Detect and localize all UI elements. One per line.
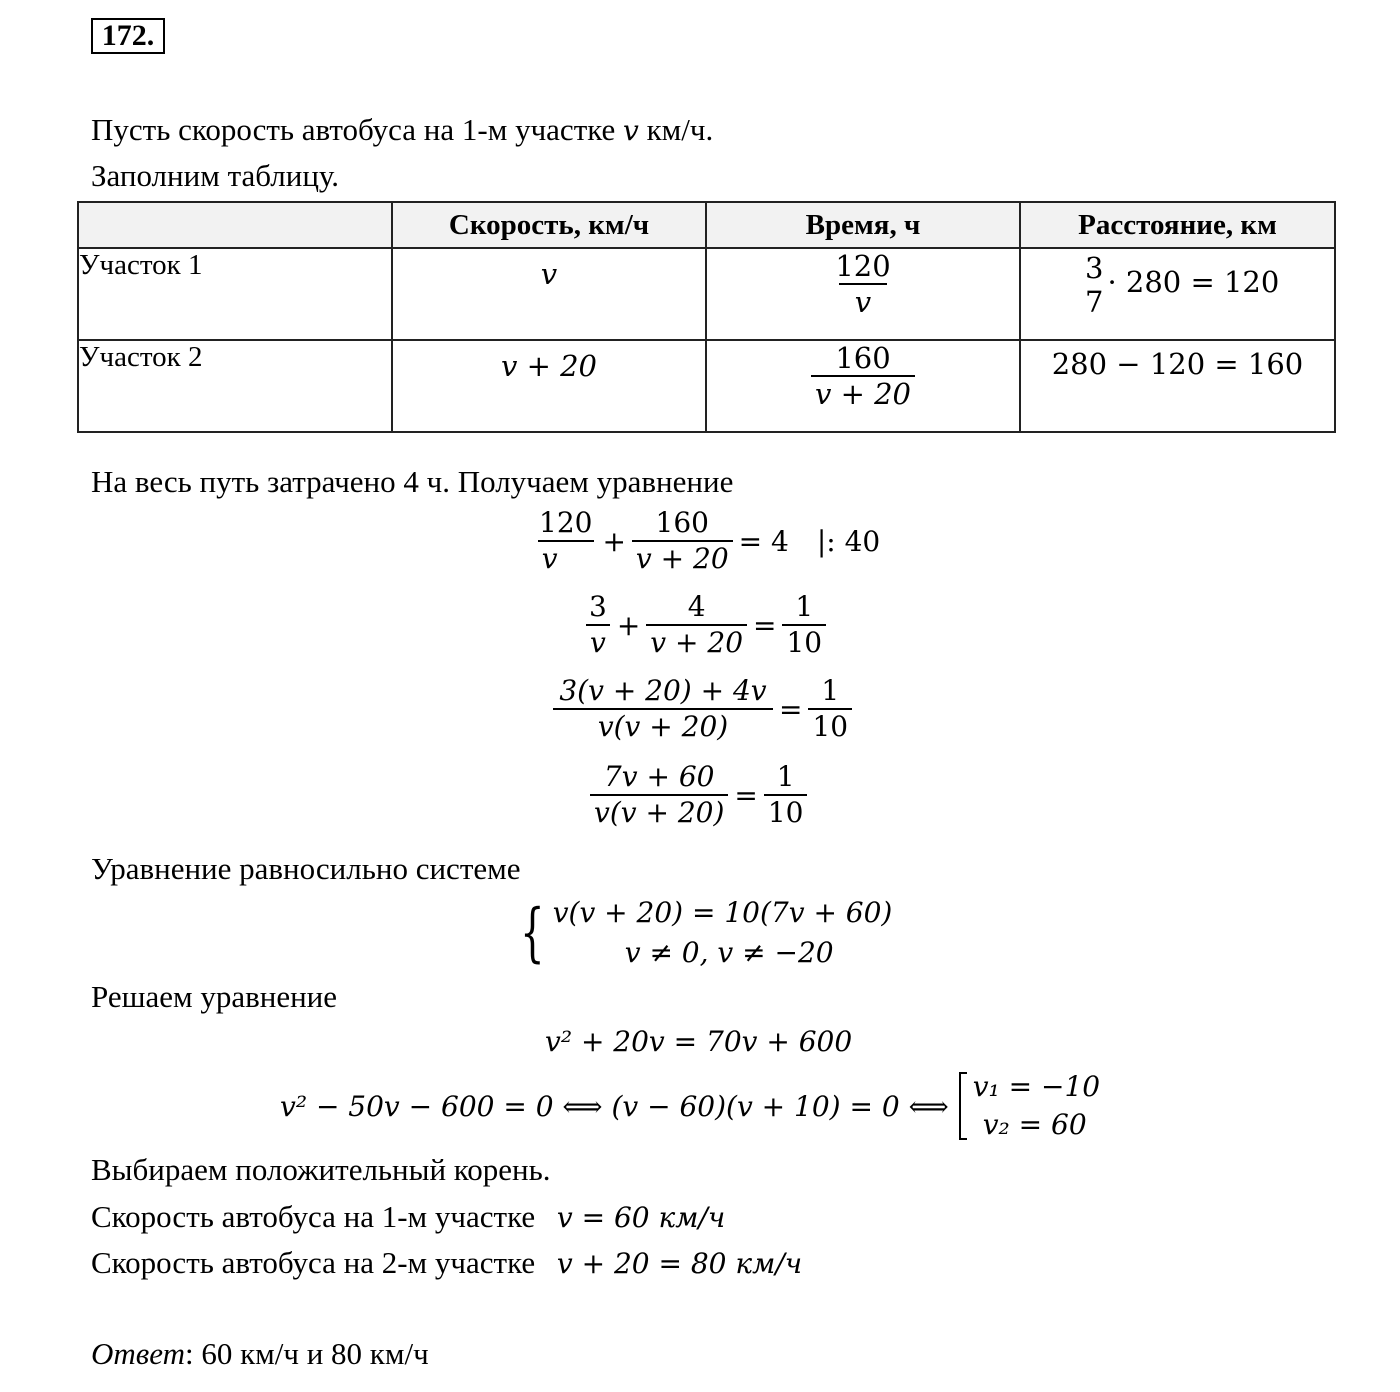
table-row [78, 340, 1335, 432]
dist-denominator: 7 [1085, 285, 1104, 319]
speed-1-text: Скорость автобуса на 1-м участке [91, 1199, 536, 1234]
intro-text: Пусть скорость автобуса на 1-м участке [91, 112, 616, 147]
speed-1-line [91, 1199, 725, 1236]
table-header-empty [78, 202, 392, 248]
equation-3: $\frac{3(v + 20) + 4v}{v(v + 20)}$ = $\frac{1}{10}$ [553, 674, 852, 744]
eq2-den-b: v + 20 [646, 624, 747, 660]
answer-text: : 60 км/ч и 80 км/ч [184, 1336, 429, 1371]
equation-2: $\frac{3}{v}$ + $\frac{4}{v + 20}$ = $\frac{1}{10}$ [585, 590, 826, 660]
eq1-den-a: v [538, 540, 594, 576]
table-header-time: Время, ч [706, 202, 1020, 248]
choose-text: Выбираем положительный корень. [91, 1152, 551, 1187]
quadratic-2-row [280, 1068, 1100, 1144]
row-time [706, 248, 1020, 340]
eq4-den-c: 10 [764, 794, 808, 830]
eq1-num-a: 120 [539, 506, 593, 539]
quadratic-1: v² + 20v = 70v + 600 [545, 1025, 853, 1058]
speed-2-line [91, 1245, 802, 1282]
eq2-den-a: v [586, 624, 610, 660]
table-header-row [78, 202, 1335, 248]
intro-line-1 [91, 112, 713, 149]
root-1: v₁ = −10 [972, 1070, 1101, 1103]
time-numerator: 160 [835, 341, 891, 375]
row-time [706, 340, 1020, 432]
eq4-numerator: 7v + 60 [603, 760, 715, 793]
row-label: Участок 2 [78, 340, 392, 432]
time-denominator: v [839, 283, 887, 319]
speed-1-value: v = 60 км/ч [556, 1201, 726, 1234]
dist-numerator: 3 [1085, 251, 1104, 285]
equation-1: $\frac{120}{v}$ + $\frac{160}{v + 20}$ = 4 |: 40 [535, 506, 880, 576]
eq4-num-c: 1 [776, 760, 795, 793]
table-header-speed: Скорость, км/ч [392, 202, 706, 248]
table-row [78, 248, 1335, 340]
speed-2-text: Скорость автобуса на 2-м участке [91, 1245, 536, 1280]
intro-variable: v [623, 114, 639, 147]
eq2-num-b: 4 [687, 590, 706, 623]
eq3-den-c: 10 [808, 708, 852, 744]
answer-label: Ответ [91, 1336, 185, 1371]
root-2: v₂ = 60 [982, 1108, 1087, 1141]
eq3-denominator: v(v + 20) [553, 708, 773, 744]
eq3-numerator: 3(v + 20) + 4v [559, 674, 767, 707]
row-speed: v [392, 248, 706, 340]
row-distance: 280 − 120 = 160 [1020, 340, 1335, 432]
eq2-den-c: 10 [782, 624, 826, 660]
row-speed: v + 20 [392, 340, 706, 432]
eq1-rhs: = 4 [738, 524, 789, 558]
intro-line-2: Заполним таблицу. [91, 158, 340, 193]
left-brace-icon: { [520, 896, 545, 970]
total-time-text: На весь путь затрачено 4 ч. Получаем уравнение [91, 464, 734, 499]
problem-number: 172. [91, 18, 165, 54]
row-label: Участок 1 [78, 248, 392, 340]
eq3-num-c: 1 [821, 674, 840, 707]
solve-text: Решаем уравнение [91, 979, 338, 1014]
intro-unit: км/ч. [646, 112, 714, 147]
dist-rest: · 280 = 120 [1107, 265, 1280, 299]
time-numerator: 120 [835, 249, 891, 283]
data-table [77, 201, 1336, 433]
eq1-den-b: v + 20 [632, 540, 733, 576]
speed-2-value: v + 20 = 80 км/ч [556, 1247, 803, 1280]
eq1-num-b: 160 [655, 506, 709, 539]
square-bracket-icon [959, 1072, 967, 1140]
system-line-2: v ≠ 0, v ≠ −20 [624, 936, 834, 969]
eq1-note: |: 40 [816, 524, 881, 558]
quadratic-2: v² − 50v − 600 = 0 ⟺ (v − 60)(v + 10) = 0 ⟺ [280, 1089, 949, 1123]
eq4-denominator: v(v + 20) [590, 794, 728, 830]
eq2-num-a: 3 [589, 590, 607, 623]
row-distance [1020, 248, 1335, 340]
equation-4: $\frac{7v + 60}{v(v + 20)}$ = $\frac{1}{10}$ [590, 760, 807, 830]
system-line-1: v(v + 20) = 10(7v + 60) [552, 896, 893, 929]
system-equations [512, 893, 892, 973]
system-text: Уравнение равносильно системе [91, 851, 521, 886]
time-denominator: v + 20 [811, 375, 915, 411]
eq2-num-c: 1 [795, 590, 814, 623]
answer-line [91, 1336, 429, 1372]
table-header-distance: Расстояние, км [1020, 202, 1335, 248]
